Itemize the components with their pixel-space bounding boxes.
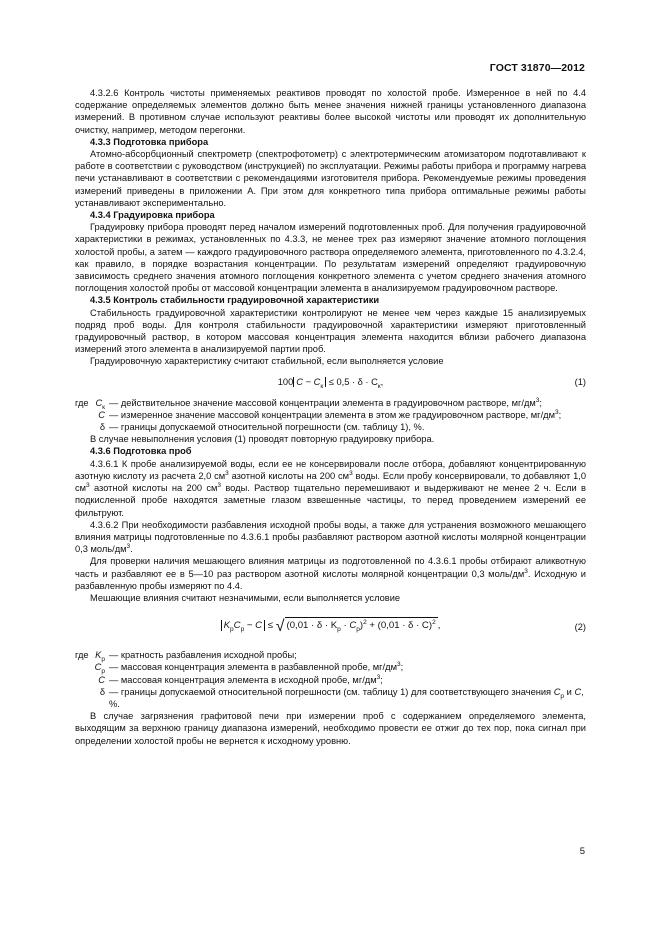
document-body	[75, 87, 586, 747]
paragraph-condition-intro: Градуировочную характеристику считают стабильной, если выполняется условие	[90, 356, 444, 367]
definition-cp: $C_р$ — массовая концентрация элемента в разбавленной пробе, $мг/дм^3$;	[94, 661, 404, 676]
paragraph-calibration: Градуировку прибора проводят перед началом измерений подготовленных проб. Для получения градуировочной характеристики в режимах, установленных по 4.3.3, не менее трех раз измеряют значение атомного поглощения холостой пробы, а затем — каждого градуировочного раствора определяемого элемента, приготовленного по 4.3.2.4, как правило, в порядке возрастания концентрации. По результатам измерений определяют градуировочную зависимость среднего значения атомного поглощения конкретного элемента с учетом среднего значения атомного поглощения холостой пробы от массовой концентрации элемента в анализируемом градуировочном растворе.	[75, 222, 586, 294]
definition-delta2: δ — границы допускаемой относительной погрешности (см. таблицу 1) для соответствующего значения $C_р$ и C, %.	[99, 686, 584, 709]
paragraph-4-3-6-1: 4.3.6.1 К пробе анализируемой воды, если ее не консервировали после отбора, добавляют концентрированную азотную кислоту из расчета 2,0 $см^3$ азотной кислоты на 200 $см^3$ воды. Если пробу консервировали, то добавляют 1,0 $см^3$ азотной кислоты на 200 $см^3$ воды. Раствор тщательно перемешивают и выдерживают не менее 2 ч. Если в подкисленной пробе находятся заметные глазом взвешенные частицы, то перед проведением измерений ее фильтруют.	[75, 458, 586, 518]
paragraph-4-3-6-2: 4.3.6.2 При необходимости разбавления исходной пробы воды, а также для устранения возможного мешающего влияния матрицы подготовленные по 4.3.6.1 пробы разбавляют раствором азотной кислоты молярной концентрации 0,3 моль/$дм^3$.	[75, 519, 586, 555]
definition-kp: где $K_р$ — кратность разбавления исходной пробы;	[75, 650, 297, 663]
equation-1-formula: 100 $C - C_к \le 0,5 \cdot \delta \cdot C_к$,	[277, 376, 384, 390]
definition-c: C — измеренное значение массовой концентрации элемента в этом же градуировочном растворе, $мг/дм^3$;	[98, 408, 562, 420]
equation-2-formula: $K_рC_р - C$ ≤ √ $(0,01 \cdot \delta \cdot K_р \cdot C_р)^2 + (0,01 \cdot \delta \cdot C)^2$ ,	[75, 617, 586, 633]
paragraph-furnace-annealing: В случае загрязнения графитовой печи при измерении проб с содержанием определяемого элемента, выходящим за верхнюю границу диапазона измерений, необходимо провести ее отжиг до тех пор, пока сигнал при определении холостой пробы не вернется к исходному уровню.	[75, 711, 586, 746]
equation-1-number: (1)	[574, 376, 586, 387]
equation-1	[75, 370, 586, 396]
heading-4-3-3: 4.3.3 Подготовка прибора	[90, 136, 209, 147]
equation-2-number: (2)	[574, 622, 586, 633]
definition-c2: C — массовая концентрация элемента в исходной пробе, $мг/дм^3$;	[98, 673, 383, 685]
definition-delta: δ — границы допускаемой относительной погрешности (см. таблицу 1), %.	[99, 422, 425, 433]
heading-4-3-6: 4.3.6 Подготовка проб	[90, 446, 192, 457]
page-number: 5	[579, 846, 585, 857]
heading-4-3-5: 4.3.5 Контроль стабильности градуировочной характеристики	[90, 295, 380, 306]
definition-ck: где $C_к$ — действительное значение массовой концентрации элемента в градуировочном растворе, $мг/дм^3$;	[75, 396, 542, 411]
paragraph-device-prep: Атомно-абсорбционный спектрометр (спектрофотометр) с электротермическим атомизатором подготавливают к работе в соответствии с руководством (инструкцией) по эксплуатации. Режимы работы прибора и программу нагрева печи устанавливают в соответствии с рекомендациями изготовителя прибора. Рекомендуемые режимы проведения измерений приведены в приложении А. При этом для конкретного типа прибора оптимальные режимы работы устанавливают экспериментально.	[75, 149, 586, 208]
equation-2	[75, 607, 586, 647]
standard-header: ГОСТ 31870—2012	[489, 62, 585, 74]
paragraph-recalibration: В случае невыполнения условия (1) проводят повторную градуировку прибора.	[90, 434, 435, 445]
heading-4-3-4: 4.3.4 Градуировка прибора	[90, 210, 215, 221]
paragraph-4-3-2-6: 4.3.2.6 Контроль чистоты применяемых реактивов проводят по холостой пробе. Измеренное в ней по 4.4 содержание определяемых элементов должно быть менее значения нижней границы установленного диапазона измерений. В противном случае используют реактивы более высокой чистоты или проводят их дополнительную очистку, например, методом перегонки.	[75, 88, 586, 135]
paragraph-matrix-check: Для проверки наличия мешающего влияния матрицы из подготовленной по 4.3.6.1 пробы отбирают аликвотную часть и разбавляют ее в 5—10 раз раствором азотной кислоты молярной концентрации 0,3 моль/$дм^3$. Исходную и разбавленную пробы измеряют по 4.4.	[75, 556, 586, 591]
paragraph-interference: Мешающие влияния считают незначимыми, если выполняется условие	[90, 592, 401, 603]
paragraph-stability: Стабильность градуировочной характеристики контролируют не менее чем через каждые 15 анализируемых подряд проб воды. Для контроля стабильности градуировочной характеристики измеряют приготовленный градуировочный раствор, в котором массовая концентрация элемента находится вблизи рабочего диапазона измерений этого элемента в анализируемой партии проб.	[75, 307, 586, 355]
